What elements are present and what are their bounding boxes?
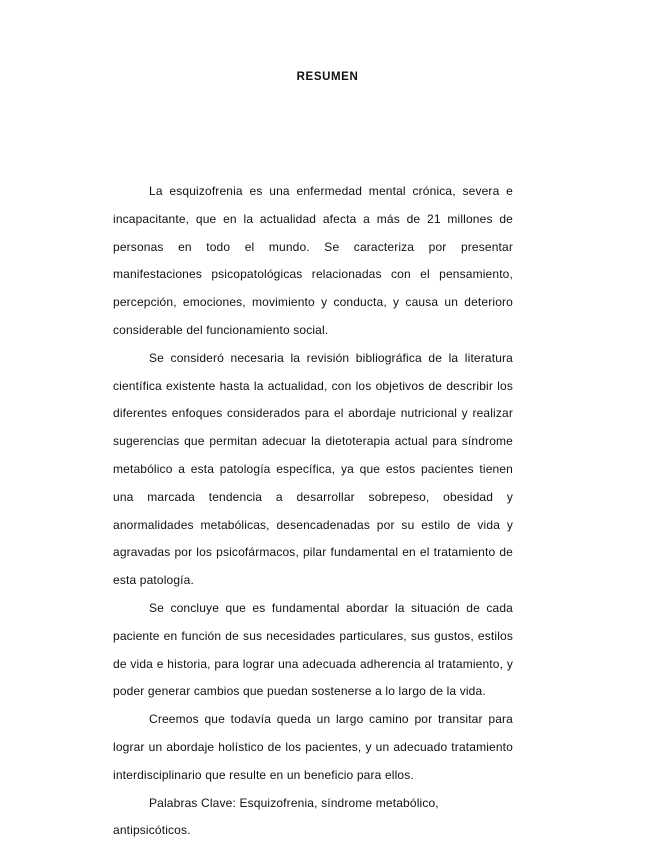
paragraph-outlook: Creemos que todavía queda un largo camino por transitar para lograr un abordaje holístico de los pacientes, y un adecuado tratamiento interdisciplinario que resulte en un beneficio para ellos.: [113, 712, 513, 782]
keywords-line: Palabras Clave: Esquizofrenia, síndrome metabólico, antipsicóticos.: [113, 795, 439, 838]
paragraph-intro: La esquizofrenia es una enfermedad mental crónica, severa e incapacitante, que en la actualidad afecta a más de 21 millones de personas en todo el mundo. Se caracteriza por presentar manifestaciones psicopatológicas relacionadas con el pensamiento, percepción, emociones, movimiento y conducta, y causa un deterioro considerable del funcionamiento social.: [113, 184, 513, 337]
paragraph-conclusion: Se concluye que es fundamental abordar la situación de cada paciente en función de sus necesidades particulares, sus gustos, estilos de vida e historia, para lograr una adecuada adherencia al tratamiento, y poder generar cambios que puedan sostenerse a lo largo de la vida.: [113, 600, 513, 699]
abstract-body: [113, 178, 513, 845]
page-title: RESUMEN: [296, 71, 359, 83]
paragraph-objectives: Se consideró necesaria la revisión bibliográfica de la literatura científica existente hasta la actualidad, con los objetivos de describir los diferentes enfoques considerados para el abordaje nutricional y realizar sugerencias que permitan adecuar la dietoterapia actual para síndrome metabólico a esta patología específica, ya que estos pacientes tienen una marcada tendencia a desarrollar sobrepeso, obesidad y anormalidades metabólicas, desencadenadas por su estilo de vida y agravadas por los psicofármacos, pilar fundamental en el tratamiento de esta patología.: [113, 350, 513, 588]
